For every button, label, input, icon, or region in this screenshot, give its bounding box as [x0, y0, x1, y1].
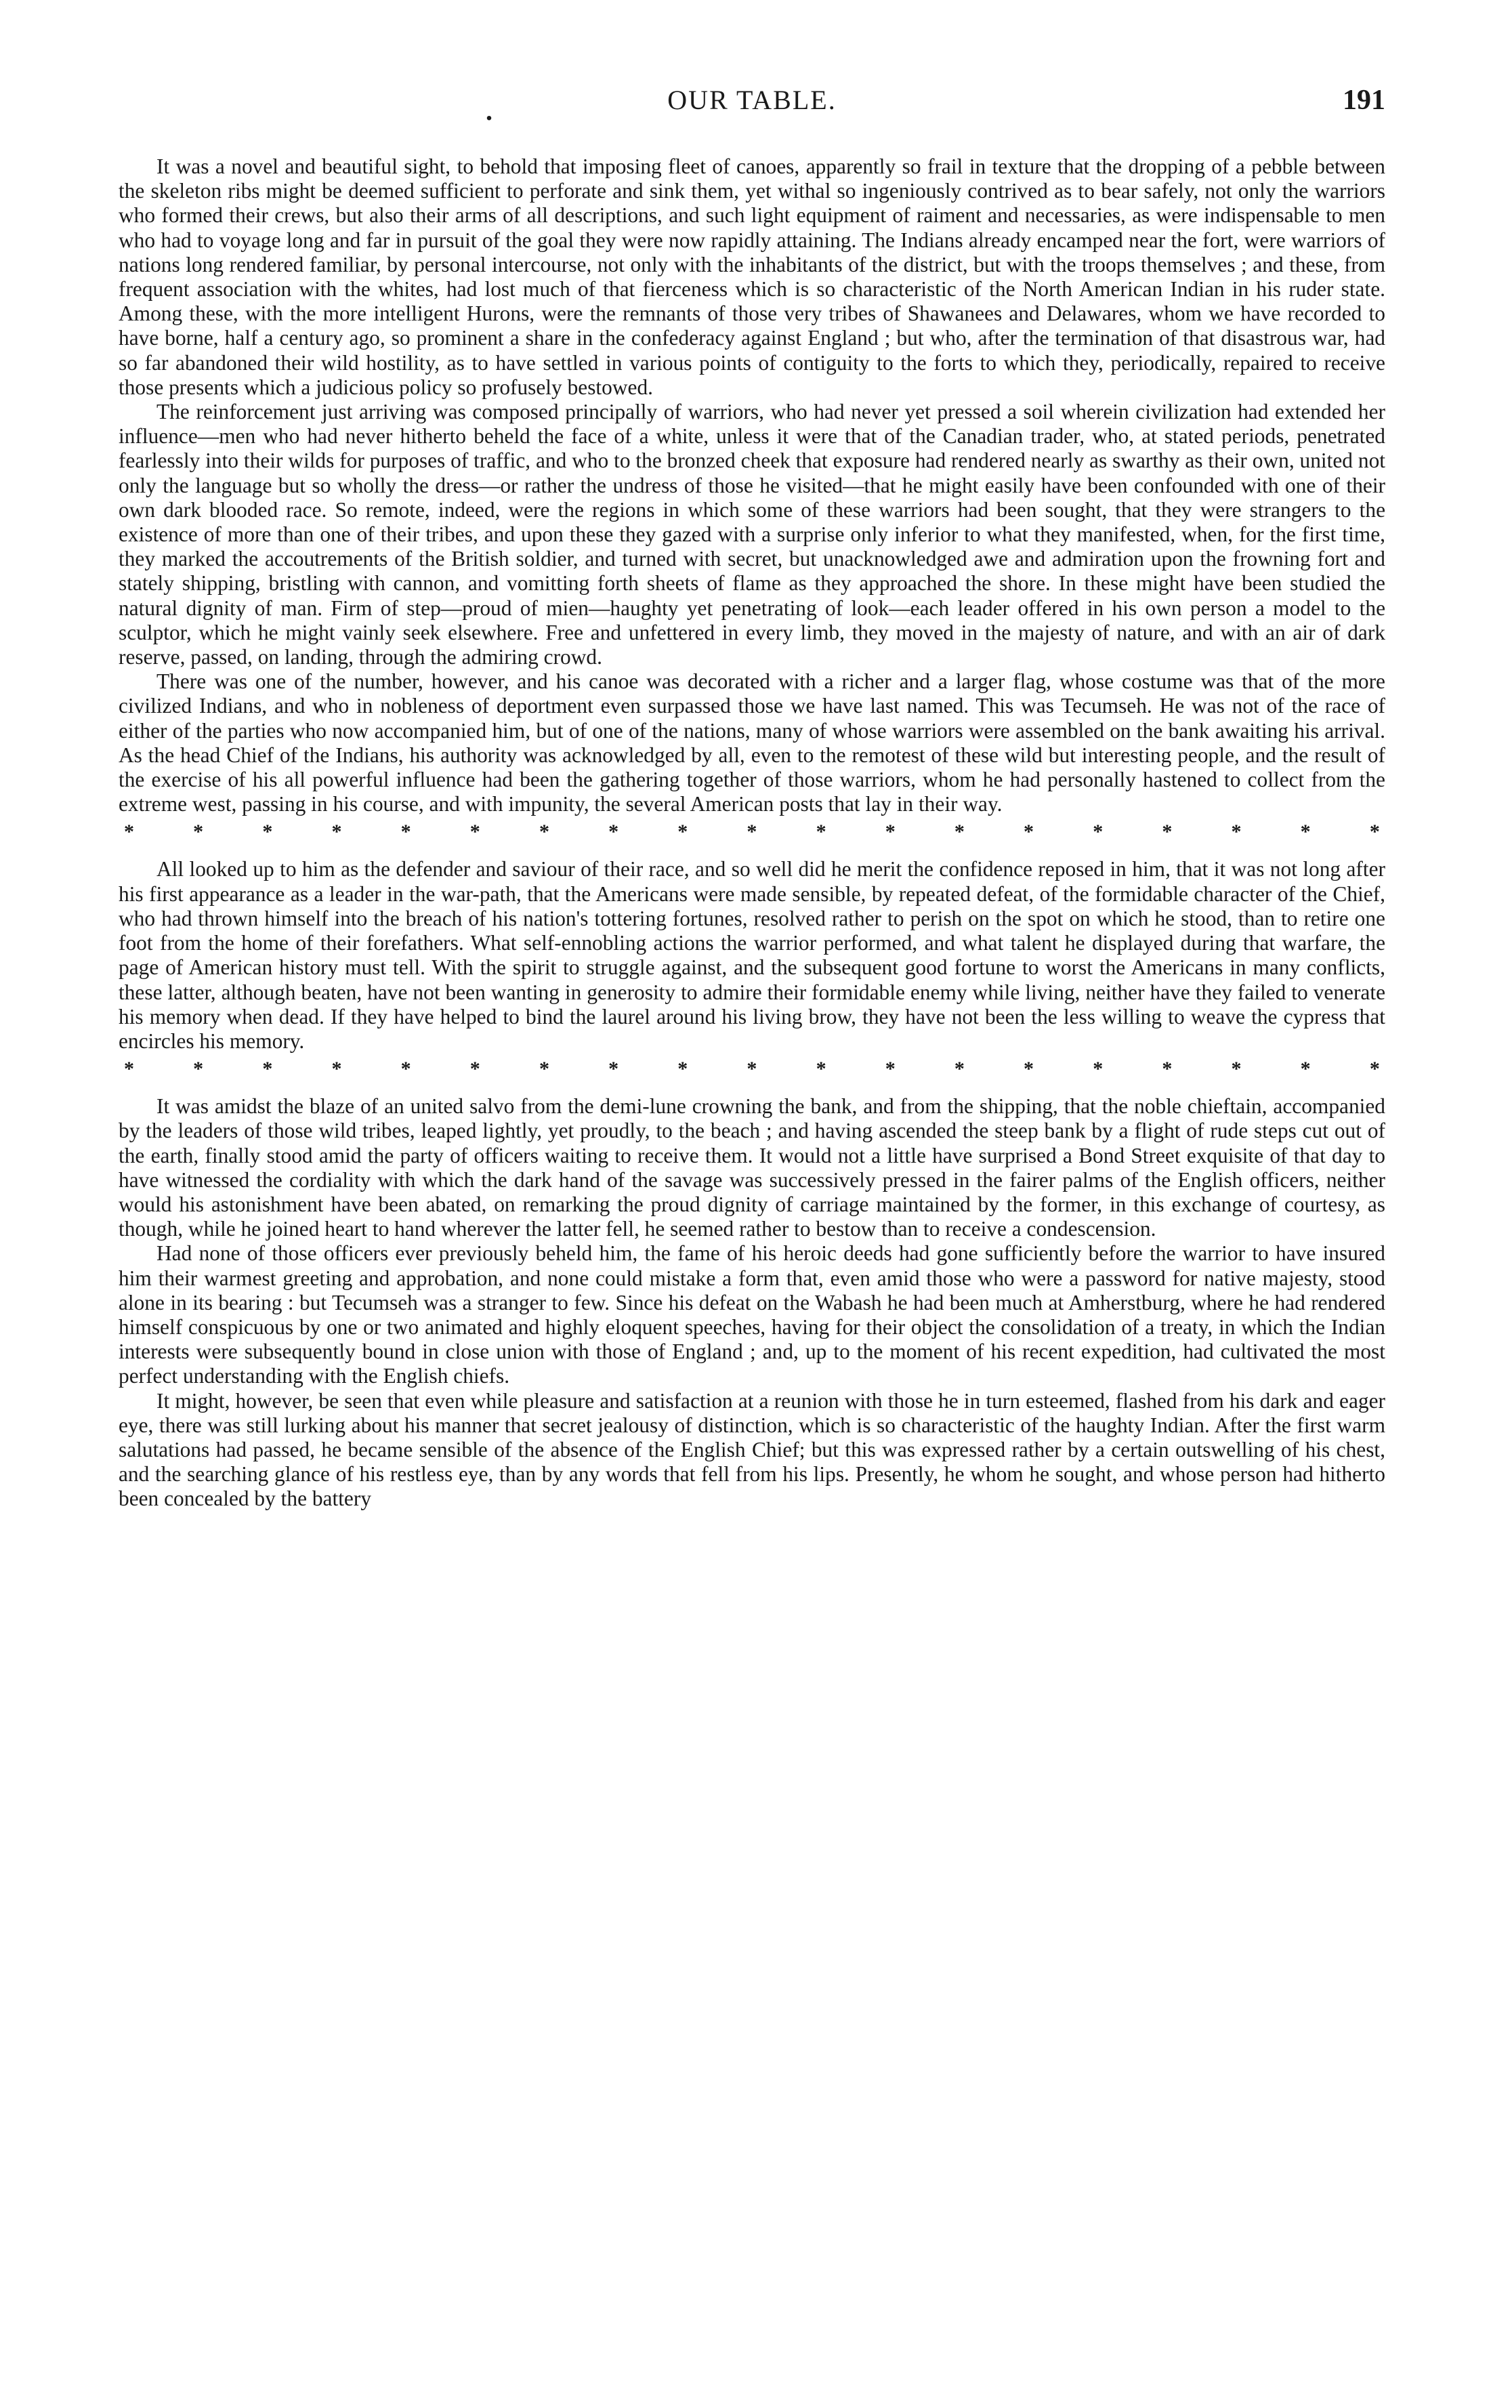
- separator-star: *: [400, 821, 411, 844]
- paragraph: It was amidst the blaze of an united salvo from the demi-lune crowning the bank, and from the shipping, that the noble chieftain, accompanied by the leaders of those wild tribes, leaped lightly, yet proudly, to the beach ; and having ascended the steep bank by a flight of rude steps cut out of the earth, finally stood amid the party of officers waiting to receive them. It would not a little have surprised a Bond Street exquisite of that day to have witnessed the cordiality with which the dark hand of the savage was successively pressed in the fairer palms of the English officers, neither would his astonishment have been abated, on remarking the proud dignity of carriage maintained by the former, in this exchange of courtesy, as though, while he joined heart to hand wherever the latter fell, he seemed rather to bestow than to receive a condescension.: [119, 1094, 1385, 1241]
- separator-star: *: [539, 1058, 549, 1081]
- separator-star: *: [1369, 1058, 1380, 1081]
- separator-star: *: [331, 821, 342, 844]
- separator-star: *: [816, 821, 826, 844]
- body-text: [119, 154, 1385, 1512]
- paragraph: All looked up to him as the defender and saviour of their race, and so well did he merit the confidence reposed in him, that it was not long after his first appearance as a leader in the war-path, that the Americans were made sensible, by repeated defeat, of the formidable character of the Chief, who had thrown himself into the breach of his nation's tottering fortunes, resolved rather to perish on the spot on which he stood, than to retire one foot from the home of their forefathers. What self-ennobling actions the warrior performed, and what talent he displayed during that warfare, the page of American history must tell. With the spirit to struggle against, and the subsequent good fortune to worst the Americans in many conflicts, these latter, although beaten, have not been wanting in generosity to admire their formidable enemy while living, neither have they failed to venerate his memory when dead. If they have helped to bind the laurel around his living brow, they have not been the less willing to weave the cypress that encircles his memory.: [119, 857, 1385, 1053]
- paragraph: The reinforcement just arriving was composed principally of warriors, who had never yet pressed a soil wherein civilization had extended her influence—men who had never hitherto beheld the face of a white, unless it were that of the Canadian trader, who, at stated periods, penetrated fearlessly into their wilds for purposes of traffic, and who to the bronzed cheek that exposure had rendered nearly as swarthy as their own, united not only the language but so wholly the dress—or rather the undress of those he visited—that he might easily have been confounded with one of their own dark blooded race. So remote, indeed, were the regions in which some of these warriors had been sought, that they were strangers to the existence of more than one of their tribes, and upon these they gazed with a surprise only inferior to what they manifested, when, for the first time, they marked the accoutrements of the British soldier, and turned with secret, but unacknowledged awe and admiration upon the frowning fort and stately shipping, bristling with cannon, and vomitting forth sheets of flame as they approached the shore. In these might have been studied the natural dignity of man. Firm of step—proud of mien—haughty yet penetrating of look—each leader offered in his own person a model to the sculptor, which he might vainly seek elsewhere. Free and unfettered in every limb, they moved in the majesty of nature, and with an air of dark reserve, passed, on landing, through the admiring crowd.: [119, 400, 1385, 669]
- separator-star: *: [1369, 821, 1380, 844]
- separator-star: *: [469, 1058, 480, 1081]
- separator-star: *: [1093, 821, 1104, 844]
- separator-star: *: [747, 821, 757, 844]
- separator-star: *: [885, 1058, 896, 1081]
- separator-star: *: [1162, 1058, 1173, 1081]
- separator-star: *: [124, 821, 134, 844]
- section-separator: [119, 822, 1385, 842]
- separator-star: *: [331, 1058, 342, 1081]
- separator-star: *: [193, 821, 204, 844]
- separator-star: *: [747, 1058, 757, 1081]
- separator-star: *: [816, 1058, 826, 1081]
- paragraph: There was one of the number, however, and his canoe was decorated with a richer and a larger flag, whose costume was that of the more civilized Indians, and who in nobleness of deportment even surpassed those we have last named. This was Tecumseh. He was not of the race of either of the parties who now accompanied him, but of one of the nations, many of whose warriors were assembled on the bank awaiting his arrival. As the head Chief of the Indians, his authority was acknowledged by all, even to the remotest of these wild but interesting people, and the result of the exercise of his all powerful influence had been the gathering together of those warriors, whom he had personally hastened to collect from the extreme west, passing in his course, and with impunity, the several American posts that lay in their way.: [119, 669, 1385, 816]
- separator-star: *: [1300, 1058, 1311, 1081]
- separator-star: *: [400, 1058, 411, 1081]
- paragraph: Had none of those officers ever previously beheld him, the fame of his heroic deeds had gone sufficiently before the warrior to have insured him their warmest greeting and approbation, and none could mistake a form that, even amid those who were a password for native majesty, stood alone in its bearing : but Tecumseh was a stranger to few. Since his defeat on the Wabash he had been much at Amherstburg, where he had rendered himself conspicuous by one or two animated and highly eloquent speeches, having for their object the consolidation of a treaty, in which the Indian interests were subsequently bound in close union with those of England ; and, up to the moment of his recent expedition, had cultivated the most perfect understanding with the English chiefs.: [119, 1241, 1385, 1388]
- separator-star: *: [1024, 1058, 1034, 1081]
- separator-star: *: [124, 1058, 134, 1081]
- separator-star: *: [262, 1058, 273, 1081]
- separator-star: *: [885, 821, 896, 844]
- paragraph: It was a novel and beautiful sight, to behold that imposing fleet of canoes, apparently so frail in texture that the dropping of a pebble between the skeleton ribs might be deemed sufficient to perforate and sink them, yet withal so ingeniously contrived as to bear safely, not only the warriors who formed their crews, but also their arms of all descriptions, and such light equipment of raiment and necessaries, as were indispensable to men who had to voyage long and far in pursuit of the goal they were now rapidly attaining. The Indians already encamped near the fort, were warriors of nations long rendered familiar, by personal intercourse, not only with the inhabitants of the district, but with the troops themselves ; and these, from frequent association with the whites, had lost much of that fierceness which is so characteristic of the North American Indian in his ruder state. Among these, with the more intelligent Hurons, were the remnants of those very tribes of Shawanees and Delawares, whom we have recorded to have borne, half a century ago, so prominent a share in the confederacy against England ; but who, after the termination of that disastrous war, had so far abandoned their wild hostility, as to have settled in various points of contiguity to the forts to which they, periodically, repaired to receive those presents which a judicious policy so profusely bestowed.: [119, 154, 1385, 399]
- separator-star: *: [677, 821, 688, 844]
- separator-star: *: [954, 1058, 965, 1081]
- separator-star: *: [608, 821, 619, 844]
- running-title: OUR TABLE.: [667, 85, 837, 115]
- separator-star: *: [193, 1058, 204, 1081]
- separator-star: *: [469, 821, 480, 844]
- separator-star: *: [539, 821, 549, 844]
- paragraph: It might, however, be seen that even while pleasure and satisfaction at a reunion with those he in turn esteemed, flashed from his dark and eager eye, there was still lurking about his manner that secret jealousy of distinction, which is so characteristic of the haughty Indian. After the first warm salutations had passed, he became sensible of the absence of the English Chief; but this was expressed rather by a certain outswelling of his chest, and the searching glance of his restless eye, than by any words that fell from his lips. Presently, he whom he sought, and whose person had hitherto been concealed by the battery: [119, 1388, 1385, 1511]
- separator-star: *: [1231, 1058, 1242, 1081]
- separator-star: *: [1093, 1058, 1104, 1081]
- header-marker: .: [486, 96, 492, 126]
- separator-star: *: [677, 1058, 688, 1081]
- separator-star: *: [954, 821, 965, 844]
- page-number: 191: [1343, 85, 1385, 116]
- separator-star: *: [1162, 821, 1173, 844]
- separator-star: *: [1300, 821, 1311, 844]
- separator-star: *: [1024, 821, 1034, 844]
- separator-star: *: [1231, 821, 1242, 844]
- running-header: [119, 81, 1385, 136]
- section-separator: [119, 1059, 1385, 1079]
- book-page: [119, 81, 1385, 2371]
- separator-star: *: [262, 821, 273, 844]
- separator-star: *: [608, 1058, 619, 1081]
